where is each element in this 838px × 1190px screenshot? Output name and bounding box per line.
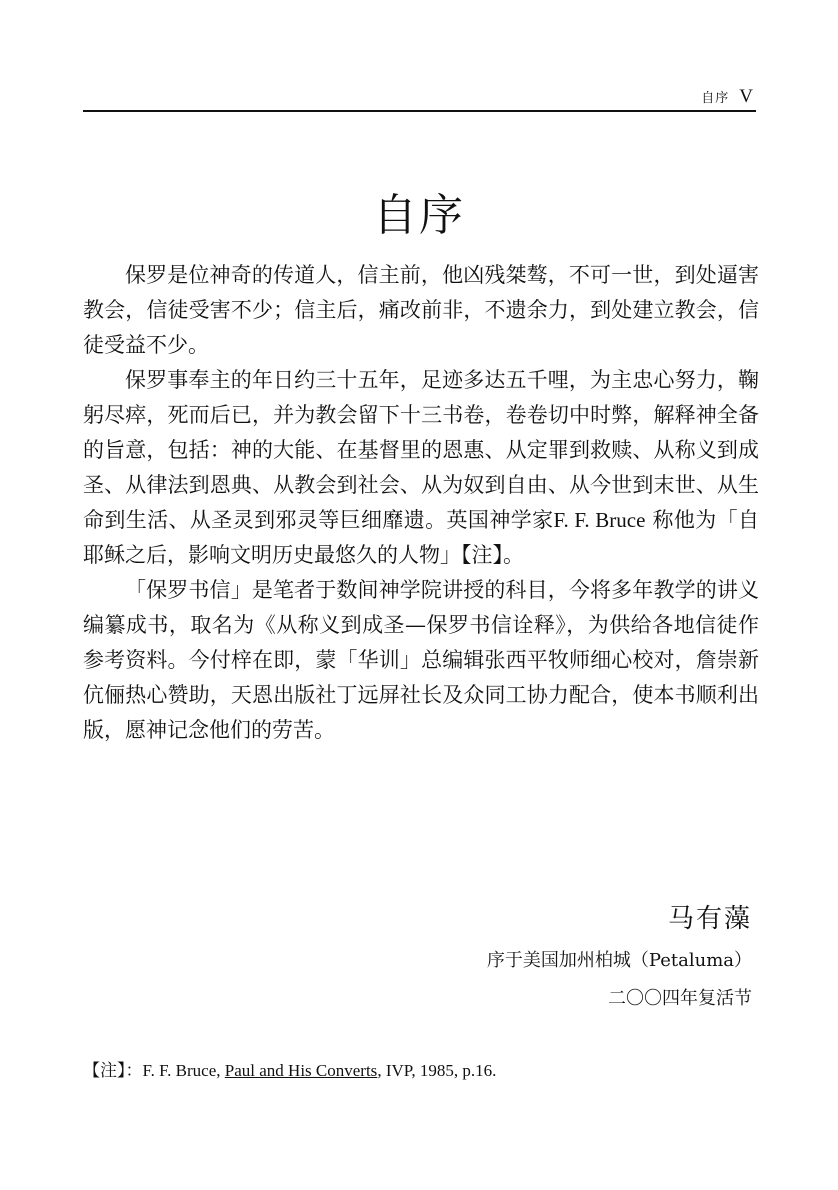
running-header-text (701, 86, 754, 108)
footnote-publication: , IVP, 1985, p.16. (377, 1061, 497, 1080)
page-title: 自序 (373, 190, 465, 241)
footnote (83, 1056, 496, 1081)
paragraph-1: 保罗是位神奇的传道人，信主前，他凶残桀骜，不可一世，到处逼害教会，信徒受害不少；信主后，痛改前非，不遗余力，到处建立教会，信徒受益不少。 (83, 263, 759, 357)
footnote-marker: 【注】： (83, 1061, 143, 1081)
running-header (83, 82, 756, 112)
footnote-book-title: Paul and His Converts (224, 1061, 378, 1080)
signature-place: 序于美国加州柏城（Petaluma） (486, 950, 752, 971)
paragraph-3: 「保罗书信」是笔者于数间神学院讲授的科目，今将多年教学的讲义编纂成书，取名为《从称义到成圣—保罗书信诠释》，为供给各地信徒作参考资料。今付梓在即，蒙「华训」总编辑张西平牧师细心校对，詹崇新伉俪热心赞助，天恩出版社丁远屏社长及众同工协力配合，使本书顺利出版，愿神记念他们的劳苦。 (83, 578, 759, 742)
preface-body (83, 258, 759, 748)
signature-name: 马有藻 (667, 904, 752, 934)
author-name: F. F. Bruce (553, 508, 646, 532)
paragraph-2-text-b: 称他为「自耶稣之后，影响文明历史最悠久的人物」【注】。 (83, 508, 760, 567)
header-section-title: 自序 (701, 91, 730, 106)
page-number: V (739, 86, 754, 107)
paragraph-2 (83, 363, 759, 573)
footnote-author: F. F. Bruce, (142, 1061, 225, 1080)
paragraph-2-text-a: 保罗事奉主的年日约三十五年，足迹多达五千哩，为主忠心努力，鞠躬尽瘁，死而后已，并为教会留下十三书卷，卷卷切中时弊，解释神全备的旨意，包括：神的大能、在基督里的恩惠、从定罪到救赎、从称义到成圣、从律法到恩典、从教会到社会、从为奴到自由、从今世到末世、从生命到生活、从圣灵到邪灵等巨细靡遗。英国神学家 (83, 368, 759, 532)
signature-date: 二〇〇四年复活节 (608, 988, 752, 1009)
